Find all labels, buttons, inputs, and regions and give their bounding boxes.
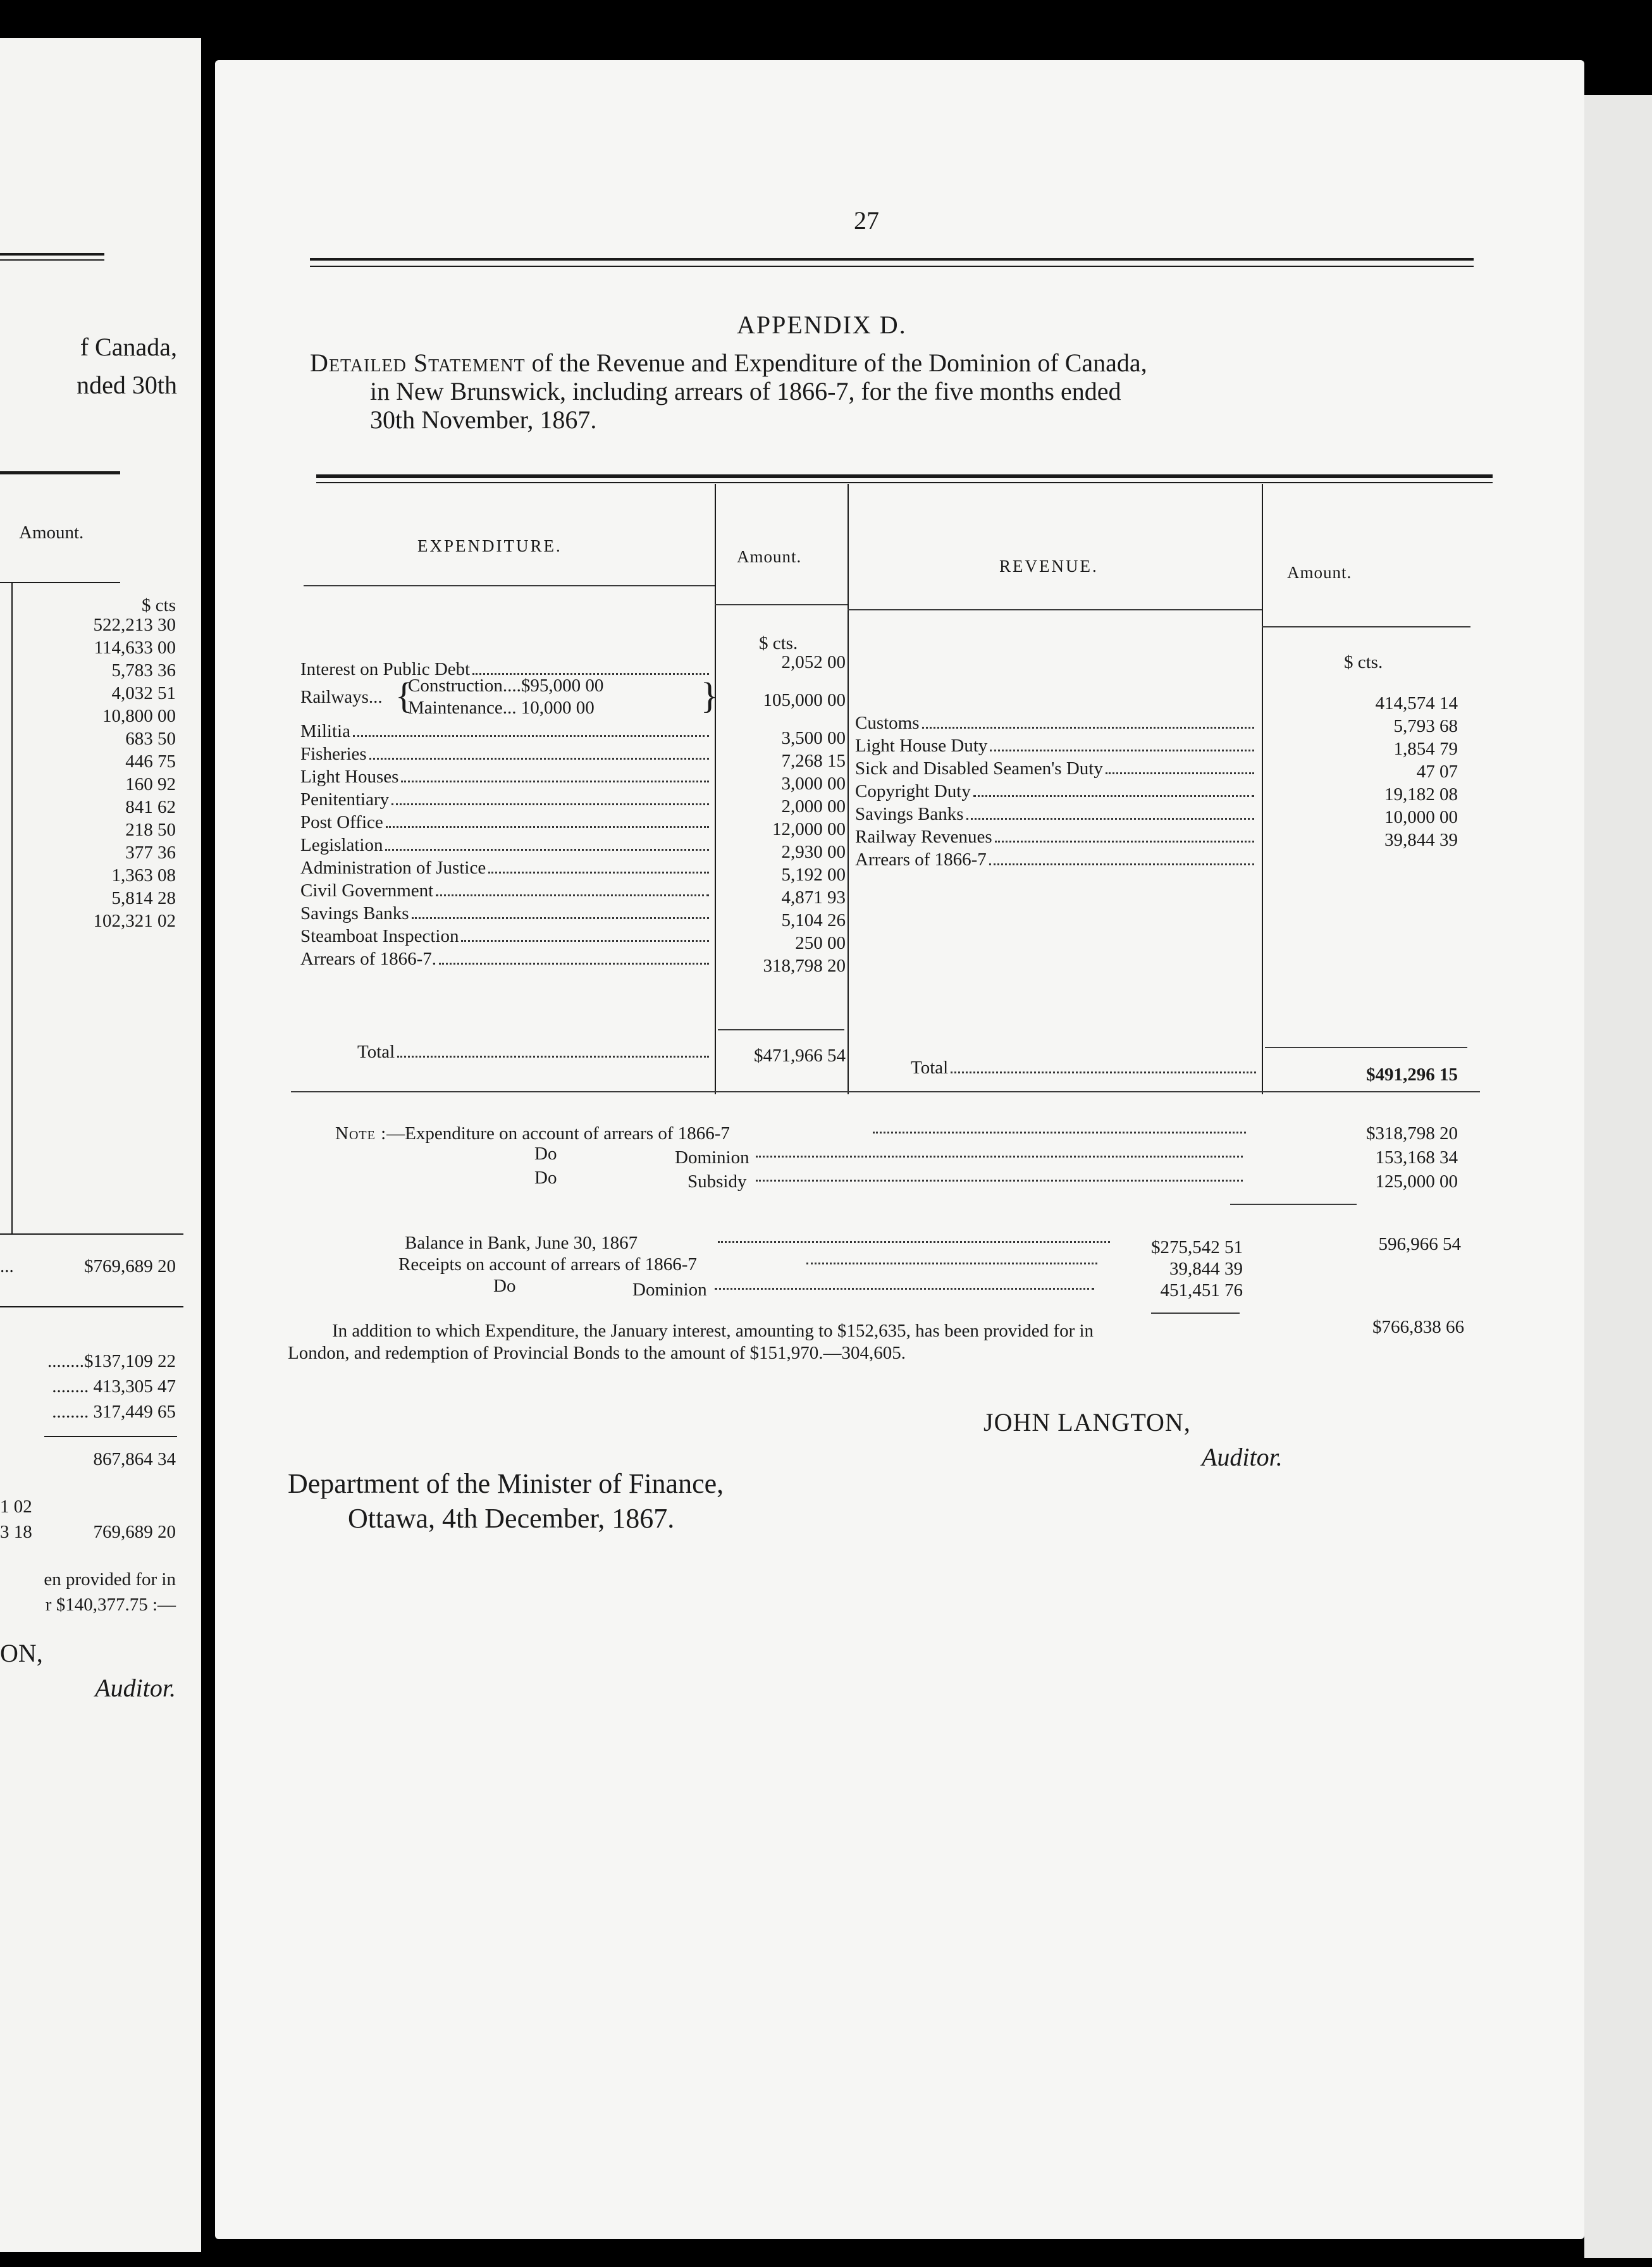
facing-provided-line: en provided for in (44, 1569, 176, 1590)
balance-leader (718, 1241, 1110, 1243)
signature-title: Auditor. (1202, 1443, 1283, 1471)
expenditure-item-label: Post Office (300, 812, 383, 832)
expenditure-header-rule (304, 585, 715, 586)
expenditure-amount-header: Amount. (737, 547, 802, 566)
note-leader (756, 1156, 1243, 1158)
expenditure-amount: 3,500 00 (781, 728, 846, 748)
note-label: Note : (335, 1123, 387, 1144)
expenditure-extra-amount: 318,798 20 (763, 956, 846, 976)
page-edge (1584, 95, 1652, 2258)
facing-signature: ON, (0, 1639, 43, 1667)
facing-pair-left: 3 18 (0, 1522, 32, 1542)
revenue-item (855, 780, 1257, 803)
addition-line-2: London, and redemption of Provincial Bonds to the amount of $151,970.—304,605. (288, 1343, 906, 1363)
table-column-rule (11, 582, 13, 1233)
expenditure-item-label: Civil Government (300, 880, 434, 901)
facing-lower-line: ........$137,109 22 (47, 1351, 176, 1371)
table-header-rule (0, 582, 120, 583)
revenue-amount: 1,854 79 (1393, 739, 1458, 759)
revenue-total-row (911, 1056, 1259, 1079)
total-rule (0, 1233, 183, 1235)
facing-amount: 114,633 00 (94, 638, 176, 658)
facing-pair-right: 769,689 20 (93, 1522, 176, 1542)
expenditure-amount: 5,192 00 (781, 865, 846, 885)
expenditure-currency: $ cts. (759, 633, 798, 653)
balance-leader (806, 1263, 1097, 1264)
expenditure-item-label: Administration of Justice (300, 858, 486, 878)
expenditure-item-label: Savings Banks (300, 903, 409, 923)
expenditure-amount: 3,000 00 (781, 774, 846, 794)
facing-lower-line: ........ 413,305 47 (52, 1376, 176, 1397)
expenditure-item (300, 902, 712, 925)
statement-line-1 (310, 348, 1147, 378)
revenue-amount: 414,574 14 (1375, 693, 1458, 713)
balance-line-3: Dominion (632, 1280, 707, 1300)
main-page (215, 60, 1584, 2239)
facing-amount: 522,213 30 (93, 615, 176, 635)
railways-label: Railways... (300, 687, 383, 707)
revenue-header: REVENUE. (999, 557, 1099, 576)
expenditure-amount: 105,000 00 (763, 690, 846, 710)
revenue-item (855, 825, 1257, 848)
revenue-total: $491,296 15 (1366, 1065, 1458, 1085)
addition-line-1: In addition to which Expenditure, the January interest, amounting to $152,635, has been provided for in (332, 1321, 1094, 1341)
facing-amount: 377 36 (125, 843, 176, 863)
expenditure-total-rule (718, 1029, 844, 1030)
expenditure-total-row (357, 1041, 712, 1063)
total-bottom-rule (0, 1306, 183, 1307)
expenditure-amount: 7,268 15 (781, 751, 846, 771)
expenditure-total-label: Total (357, 1042, 395, 1062)
facing-signature-title: Auditor. (95, 1674, 176, 1702)
expenditure-total: $471,966 54 (754, 1046, 846, 1066)
facing-currency-header: $ cts (142, 595, 176, 615)
expenditure-header: EXPENDITURE. (417, 536, 562, 555)
balance-line-2: Receipts on account of arrears of 1866-7 (398, 1254, 697, 1275)
revenue-item-label: Savings Banks (855, 804, 964, 824)
note-line-3: Subsidy (687, 1171, 747, 1192)
note-text: —Expenditure on account of arrears of 1866-7 (386, 1123, 730, 1144)
subtotal-rule (44, 1436, 177, 1437)
revenue-item-label: Arrears of 1866-7 (855, 849, 987, 870)
revenue-item-label: Customs (855, 713, 920, 733)
facing-amount: 841 62 (125, 797, 176, 817)
signature-name: JOHN LANGTON, (983, 1408, 1191, 1436)
facing-subtotal: 867,864 34 (93, 1449, 176, 1469)
header-rule-thin (0, 259, 104, 261)
statement-line-3: 30th November, 1867. (370, 405, 597, 434)
column-rule (1262, 484, 1263, 1094)
brace-left: { (395, 675, 413, 716)
facing-amounts (94, 614, 176, 932)
table-top-rule (0, 471, 120, 474)
expenditure-item (300, 856, 712, 879)
note-amount-3: 125,000 00 (1375, 1171, 1458, 1192)
expenditure-amount: 12,000 00 (772, 819, 846, 839)
revenue-amount: 39,844 39 (1384, 830, 1458, 850)
expenditure-item-label: Militia (300, 721, 350, 741)
revenue-amount: 5,793 68 (1393, 716, 1458, 736)
expenditure-item (300, 879, 712, 902)
note-subtotal: 596,966 54 (1378, 1234, 1461, 1254)
department-line-1: Department of the Minister of Finance, (288, 1468, 724, 1499)
note-line-2: Dominion (675, 1147, 749, 1168)
revenue-item (855, 712, 1257, 734)
facing-amount: 102,321 02 (93, 911, 176, 931)
revenue-amount: 19,182 08 (1384, 784, 1458, 805)
appendix-title: APPENDIX D. (737, 311, 907, 339)
facing-amount: 218 50 (125, 820, 176, 840)
expenditure-item (300, 834, 712, 856)
revenue-amount-header-rule (1262, 626, 1470, 627)
expenditure-amount: 2,000 00 (781, 796, 846, 817)
note-leader (756, 1180, 1243, 1182)
balance-total: $766,838 66 (1372, 1317, 1464, 1337)
balance-total-rule (1151, 1313, 1240, 1314)
expenditure-item-label: Light Houses (300, 767, 399, 787)
expenditure-item (300, 788, 712, 811)
note-amount-2: 153,168 34 (1375, 1147, 1458, 1168)
column-rule (848, 484, 849, 1094)
expenditure-item-label: Steamboat Inspection (300, 926, 459, 946)
facing-pair-left: 1 02 (0, 1497, 32, 1517)
revenue-item (855, 734, 1257, 757)
table-bottom-rule (291, 1091, 1480, 1092)
revenue-header-rule (848, 609, 1262, 610)
facing-title-line-2: nded 30th (77, 371, 177, 399)
facing-amount: 1,363 08 (111, 865, 176, 886)
facing-amount: 5,783 36 (111, 660, 176, 681)
note-do: Do (534, 1144, 557, 1164)
expenditure-item (300, 948, 712, 970)
expenditure-item (300, 765, 712, 788)
brace-right: } (701, 675, 718, 716)
facing-page-fragment (0, 38, 201, 2252)
table-top-rule (316, 474, 1493, 478)
facing-lower-line: ........ 317,449 65 (52, 1402, 176, 1422)
department-line-2: Ottawa, 4th December, 1867. (348, 1503, 675, 1534)
expenditure-item-label: Arrears of 1866-7. (300, 949, 437, 969)
revenue-item (855, 803, 1257, 825)
revenue-amount: 10,000 00 (1384, 807, 1458, 827)
expenditure-amount: 2,052 00 (781, 652, 846, 672)
balance-amount-2: 39,844 39 (1169, 1259, 1243, 1279)
railways-construction: Construction....$95,000 00 (408, 676, 604, 696)
revenue-amount: 47 07 (1416, 762, 1458, 782)
note-do: Do (534, 1168, 557, 1188)
balance-leader (715, 1288, 1094, 1290)
expenditure-amount: 250 00 (795, 933, 846, 953)
facing-amount-header: Amount. (19, 522, 84, 543)
statement-text: of the Revenue and Expenditure of the Dominion of Canada, (525, 349, 1147, 377)
note-subtotal-rule (1230, 1204, 1357, 1205)
expenditure-item (300, 720, 712, 743)
revenue-item (855, 757, 1257, 780)
expenditure-item-label: Penitentiary (300, 789, 390, 810)
page-header-rule-thin (310, 266, 1474, 267)
expenditure-item-label: Interest on Public Debt (300, 659, 471, 679)
note-amount-1: $318,798 20 (1366, 1123, 1458, 1144)
revenue-total-label: Total (911, 1058, 949, 1078)
facing-total: $769,689 20 (84, 1256, 176, 1276)
expenditure-amount: 5,104 26 (781, 910, 846, 930)
revenue-amount-header: Amount. (1287, 563, 1352, 582)
facing-amount: 446 75 (125, 751, 176, 772)
revenue-item-label: Copyright Duty (855, 781, 971, 801)
facing-amount: 4,032 51 (111, 683, 176, 703)
statement-line-2: in New Brunswick, including arrears of 1866-7, for the five months ended (370, 377, 1121, 405)
expenditure-amount-header-rule (715, 604, 848, 605)
expenditure-item-label: Legislation (300, 835, 383, 855)
revenue-item-label: Sick and Disabled Seamen's Duty (855, 758, 1103, 779)
balance-amount-1: $275,542 51 (1151, 1237, 1243, 1257)
facing-amount: 10,800 00 (102, 706, 176, 726)
balance-amount-3: 451,451 76 (1160, 1280, 1243, 1300)
revenue-item-label: Railway Revenues (855, 827, 992, 847)
expenditure-amount: 4,871 93 (781, 887, 846, 908)
facing-amount: 160 92 (125, 774, 176, 794)
revenue-currency: $ cts. (1344, 652, 1383, 672)
railways-maintenance: Maintenance... 10,000 00 (408, 698, 595, 718)
note-leader (873, 1132, 1246, 1134)
expenditure-item (300, 925, 712, 948)
facing-title-line-1: f Canada, (80, 333, 177, 361)
revenue-item-label: Light House Duty (855, 736, 988, 756)
column-rule (715, 484, 716, 1094)
statement-caps: Detailed Statement (310, 349, 526, 377)
expenditure-amount: 2,930 00 (781, 842, 846, 862)
revenue-total-rule (1265, 1047, 1467, 1048)
revenue-item (855, 848, 1257, 871)
facing-amount-line: r $140,377.75 :— (45, 1595, 176, 1615)
expenditure-item (300, 811, 712, 834)
expenditure-item (300, 743, 712, 765)
balance-line-1: Balance in Bank, June 30, 1867 (405, 1233, 638, 1253)
expenditure-item-label: Fisheries (300, 744, 367, 764)
facing-amount: 5,814 28 (111, 888, 176, 908)
note-line-1 (335, 1123, 730, 1145)
page-header-rule (310, 258, 1474, 261)
table-top-rule-thin (316, 482, 1493, 483)
page-number: 27 (854, 206, 879, 235)
header-rule (0, 253, 104, 256)
balance-do: Do (493, 1276, 516, 1296)
facing-amount: 683 50 (125, 729, 176, 749)
facing-total-prefix: ... (0, 1256, 14, 1276)
